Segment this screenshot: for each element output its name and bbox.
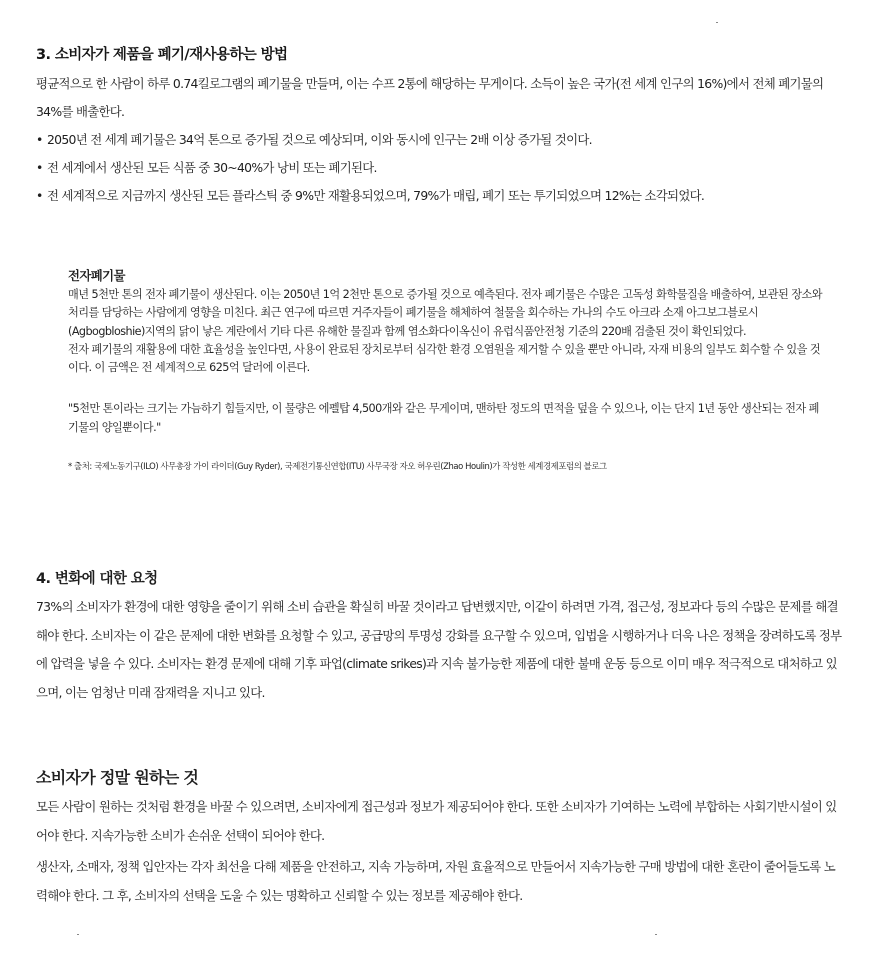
section-heading: 4. 변화에 대한 요청 [36, 571, 158, 587]
list-item [36, 182, 846, 210]
section-paragraph: 생산자, 소매자, 정책 입안자는 각자 최선을 다해 제품을 안전하고, 지속 가능하며, 자원 효율적으로 만들어서 지속가능한 구매 방법에 대한 혼란이 줄어들도록 노력해야 한다. 그 후, 소비자의 선택을 도울 수 있는 명확하고 신뢰할 수 있는 정보를 제공해야 한다. [36, 859, 835, 903]
section-paragraph: 모든 사람이 원하는 것처럼 환경을 바꿀 수 있으려면, 소비자에게 접근성과 정보가 제공되어야 한다. 또한 소비자가 기여하는 노력에 부합하는 사회기반시설이 있어야 한다. 지속가능한 소비가 손쉬운 선택이 되어야 한다. [36, 799, 837, 843]
scan-speck [77, 934, 79, 935]
scan-speck [655, 934, 657, 935]
bullet-icon: • [36, 188, 43, 203]
section-body: 73%의 소비자가 환경에 대한 영향을 줄이기 위해 소비 습관을 확실히 바꿀 것이라고 답변했지만, 이같이 하려면 가격, 접근성, 정보과다 등의 수많은 문제를 해결해야 한다. 소비자는 이 같은 문제에 대한 변화를 요청할 수 있고, 공급망의 투명성 강화를 요구할 수 있으며, 입법을 시행하거나 더욱 나은 정책을 장려하도록 정부에 압력을 넣을 수 있다. 소비자는 환경 문제에 대해 기후 파업(climate srikes)과 지속 불가능한 제품에 대한 불매 운동 등으로 이미 매우 적극적으로 대처하고 있으며, 이는 엄청난 미래 잠재력을 지니고 있다. [36, 599, 842, 700]
infobox-footnote: * 출처: 국제노동기구(ILO) 사무총장 가이 라이더(Guy Ryder), 국제전기통신연합(ITU) 사무국장 자오 허우린(Zhao Houlin)가 작성한 세계경제포럼의 블로그 [68, 461, 607, 472]
statistics-list [36, 126, 846, 210]
scan-speck [716, 22, 718, 23]
section-what-consumers-want [36, 766, 844, 910]
list-item-text: 전 세계에서 생산된 모든 식품 중 30~40%가 낭비 또는 폐기된다. [47, 160, 377, 175]
infobox-title: 전자폐기물 [68, 268, 125, 283]
section-disposal [36, 44, 846, 210]
section-heading: 소비자가 정말 원하는 것 [36, 768, 199, 787]
section-call-for-change [36, 568, 844, 707]
bullet-icon: • [36, 160, 43, 175]
infobox-quote: "5천만 톤이라는 크기는 가늠하기 힘들지만, 이 물량은 에펠탑 4,500개와 같은 무게이며, 맨하탄 정도의 면적을 덮을 수 있으나, 이는 단지 1년 동안 생산되는 전자 폐기물의 양일뿐이다." [68, 402, 819, 435]
bullet-icon: • [36, 132, 43, 147]
list-item [36, 126, 846, 154]
section-intro: 평균적으로 한 사람이 하루 0.74킬로그램의 폐기물을 만들며, 이는 수프 2통에 해당하는 무게이다. 소득이 높은 국가(전 세계 인구의 16%)에서 전체 폐기물의 34%를 배출한다. [36, 76, 824, 119]
infobox-paragraph: 전자 폐기물의 재활용에 대한 효율성을 높인다면, 사용이 완료된 장치로부터 심각한 환경 오염원을 제거할 수 있을 뿐만 아니라, 자재 비용의 일부도 회수할 수 있을 것이다. 이 금액은 전 세계적으로 625억 달러에 이른다. [68, 342, 821, 375]
list-item [36, 154, 846, 182]
section-heading: 3. 소비자가 제품을 폐기/재사용하는 방법 [36, 47, 288, 63]
ewaste-infobox [68, 266, 828, 472]
list-item-text: 전 세계적으로 지금까지 생산된 모든 플라스틱 중 9%만 재활용되었으며, 79%가 매립, 폐기 또는 투기되었으며 12%는 소각되었다. [47, 188, 705, 203]
list-item-text: 2050년 전 세계 폐기물은 34억 톤으로 증가될 것으로 예상되며, 이와 동시에 인구는 2배 이상 증가될 것이다. [47, 132, 592, 147]
infobox-paragraph: 매년 5천만 톤의 전자 폐기물이 생산된다. 이는 2050년 1억 2천만 톤으로 증가될 것으로 예측된다. 전자 폐기물은 수많은 고독성 화학물질을 배출하여, 보관된 장소와 처리를 담당하는 사람에게 영향을 미친다. 최근 연구에 따르면 거주자들이 폐기물을 해체하여 철물을 회수하는 가나의 수도 아크라 소재 아그보그블로시(Agbogbloshie)지역의 닭이 낳은 계란에서 기타 다른 유해한 물질과 함께 염소화다이옥신이 유럽식품안전청 기준의 220배 검출된 것이 확인되었다. [68, 288, 823, 338]
